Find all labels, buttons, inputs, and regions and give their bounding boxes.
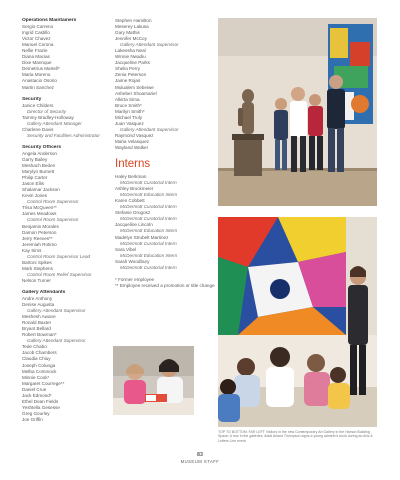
staff-name: Juan Vasquez [115, 120, 144, 126]
photo-gallery-tour [218, 217, 377, 427]
staff-name: Melba Commock [22, 368, 57, 374]
staff-name: Ronald Baxter [22, 320, 52, 326]
staff-name: Raymond Vasquez [115, 132, 154, 138]
staff-name: Sarah Woodbury [115, 258, 150, 264]
staff-title: Security and Facilities Administrator [27, 132, 100, 138]
staff-name: Alkirta Sima [115, 96, 140, 102]
staff-name: Denise Augusta [22, 302, 55, 308]
section-heading: Security [22, 96, 42, 102]
gallery-tour-image [218, 217, 377, 427]
staff-name: Meserey Lakusa [115, 24, 149, 30]
staff-name: Michael Truly [115, 114, 143, 120]
staff-section [22, 290, 114, 423]
staff-name: Meshesh Awane [22, 314, 56, 320]
staff-title: Gallery Attendant Supervisor [120, 42, 179, 48]
staff-name: Martin Sanchez [22, 84, 54, 90]
staff-title: McDermott Curatorial Intern [120, 180, 177, 186]
staff-title: Control Room Relief Supervisor [27, 271, 92, 277]
staff-title: McDermott Education Intern [120, 252, 178, 258]
staff-title: Gallery Attendant Supervisor [27, 338, 86, 344]
staff-name: James Meadows [22, 211, 57, 217]
staff-name: Kay Sims [22, 247, 42, 253]
footnote: * Former employee [115, 276, 155, 282]
staff-name: Ethel Dean Fields [22, 398, 59, 404]
staff-title: McDermott Curatorial Intern [120, 204, 177, 210]
staff-name: Bartoni Spikes [22, 259, 52, 265]
staff-name: Diana Macias [22, 54, 50, 60]
staff-title: McDermott Curatorial Intern [120, 264, 177, 270]
staff-name: Jason Ellis [22, 181, 44, 187]
staff-name: Mulualem Sebeiwe [115, 84, 154, 90]
staff-name: Ingrid Castillo [22, 30, 50, 36]
staff-title: Control Room Supervisor Lead [27, 253, 91, 259]
staff-name: Manuel Corona [22, 42, 54, 48]
page-section-label: MUSEUM STAFF [180, 459, 220, 464]
staff-name: Tammy Bradley-Holloway [22, 114, 74, 120]
page-number: 83 [197, 452, 203, 458]
staff-name: Nelson Turner [22, 277, 51, 283]
staff-name: Victor Chavez [22, 36, 51, 42]
section-heading: Operations Maintainers [22, 18, 77, 23]
gallery-attendants-continued [115, 18, 215, 151]
staff-section [22, 97, 114, 139]
staff-name: Kevin Jones [22, 193, 48, 199]
staff-name: Robert Bowman* [22, 332, 57, 338]
staff-section [22, 145, 114, 284]
staff-name: Jerry Reeves** [22, 235, 53, 241]
staff-name: Jacob Chambers [22, 350, 57, 356]
staff-name: Daniel Crue [22, 386, 47, 392]
staff-name: Zenia Peterson [115, 72, 147, 78]
staff-name: Trisa McQueen** [22, 205, 57, 211]
staff-name: Jaime Rojas [115, 78, 141, 84]
staff-name: Garry Bailey [22, 156, 48, 162]
staff-title: Control Room Supervisor [27, 217, 79, 223]
staff-name: Karen Cobbett [115, 198, 145, 204]
left-sections [22, 18, 114, 423]
staff-name: Bruce Smith* [115, 102, 142, 108]
footnotes [115, 277, 215, 289]
staff-name: Philip Carter [22, 175, 48, 181]
photo-caption: TOP TO BOTTOM: FAR LEFT Visitors in the new Contemporary Art Gallery in the Hamon Building Space; A tour in the galleries; Adult Ariana Thompson signs a young admirer's book during an Arts & Letters Live event [218, 430, 373, 443]
staff-name: Benjamin Morales [22, 223, 59, 229]
staff-name: Jacqueline Lincoln [115, 222, 153, 228]
staff-name: Demetrius Martell* [22, 66, 60, 72]
staff-name: Lakeesha Neal [115, 48, 146, 54]
page-footer [0, 452, 400, 465]
section-heading: Gallery Attendants [22, 289, 66, 295]
staff-name: Andre Anthony [22, 296, 53, 302]
staff-title: Director of Security [27, 108, 67, 114]
staff-column-middle [115, 18, 215, 289]
staff-name: Claudia Chiuy [22, 356, 51, 362]
interns-list [115, 174, 215, 271]
staff-name: Damon Peterson [22, 229, 57, 235]
staff-name: Meshach Beden [22, 163, 56, 169]
staff-name: Asheber Shoamariel [115, 90, 157, 96]
staff-name: Bryant Bellard [22, 326, 51, 332]
staff-title: Gallery Attendant Supervisor [120, 126, 179, 132]
staff-name: Anastacio Osorio [22, 78, 57, 84]
staff-name: Sara Vibel [115, 246, 137, 252]
photo-visitors-gallery [218, 18, 377, 206]
staff-section [22, 18, 114, 91]
staff-title: Gallery Attendant Manager [27, 120, 82, 126]
section-heading: Security Officers [22, 144, 62, 150]
staff-name: Tede Chabo [22, 344, 47, 350]
book-signing-image [113, 346, 194, 415]
staff-name: Mark Stephens [22, 265, 53, 271]
staff-title: Gallery Attendant Supervisor [27, 308, 86, 314]
footnote: ** Employee received a promotion or title change [115, 282, 215, 288]
staff-name: Maria Velasquez [115, 138, 149, 144]
staff-name: Haley Berkman [115, 174, 147, 180]
staff-name: Charlene Davis [22, 126, 54, 132]
staff-name: Gary Mathis [115, 30, 140, 36]
staff-name: Nellie Frazie [22, 48, 48, 54]
staff-title: McDermott Education Intern [120, 228, 178, 234]
staff-name: Madelyn Strubelt Martinez [115, 234, 169, 240]
staff-name: Dixe Manrique [22, 60, 52, 66]
staff-name: Yeshtella Gesesse [22, 404, 60, 410]
staff-name: Jennifer McCoy [115, 36, 147, 42]
staff-name: Jack Edmond* [22, 392, 52, 398]
staff-title: McDermott Curatorial Intern [120, 216, 177, 222]
staff-name: Angela Anderson [22, 150, 57, 156]
staff-name: Ashley Bruckmeier [115, 186, 154, 192]
staff-title: McDermott Education Intern [120, 192, 178, 198]
staff-name: Wayland Walker [115, 144, 149, 150]
staff-name: Sergio Carreno [22, 24, 54, 30]
staff-name: Shalamar Jackson [22, 187, 60, 193]
staff-name: Jacqueline Parks [115, 60, 150, 66]
staff-name: Shelia Perry [115, 66, 141, 72]
staff-name: Joe Griffin [22, 416, 43, 422]
staff-name: Greg Gourley [22, 410, 50, 416]
staff-name: Minnie Cook* [22, 374, 50, 380]
staff-name: Winnie Nwadiu [115, 54, 146, 60]
staff-name: Marilyn Smith* [115, 108, 145, 114]
staff-name: Joseph Colunga [22, 362, 56, 368]
staff-name: Stephen Hamilton [115, 18, 152, 23]
visitors-gallery-image [218, 18, 377, 206]
photo-book-signing [113, 346, 194, 415]
staff-name: Marylyn Burnett [22, 169, 55, 175]
staff-name: Stefanie Drugosz [115, 210, 151, 216]
staff-title: Control Room Supervisor [27, 199, 79, 205]
staff-name: Margaret Courrege** [22, 380, 65, 386]
staff-column-left [22, 18, 114, 429]
staff-title: McDermott Curatorial Intern [120, 240, 177, 246]
staff-name: Maria Moreno [22, 72, 51, 78]
interns-heading: Interns [115, 158, 151, 171]
staff-name: Jeremiah Rotimo [22, 241, 57, 247]
staff-name: Janice Childers [22, 102, 54, 108]
